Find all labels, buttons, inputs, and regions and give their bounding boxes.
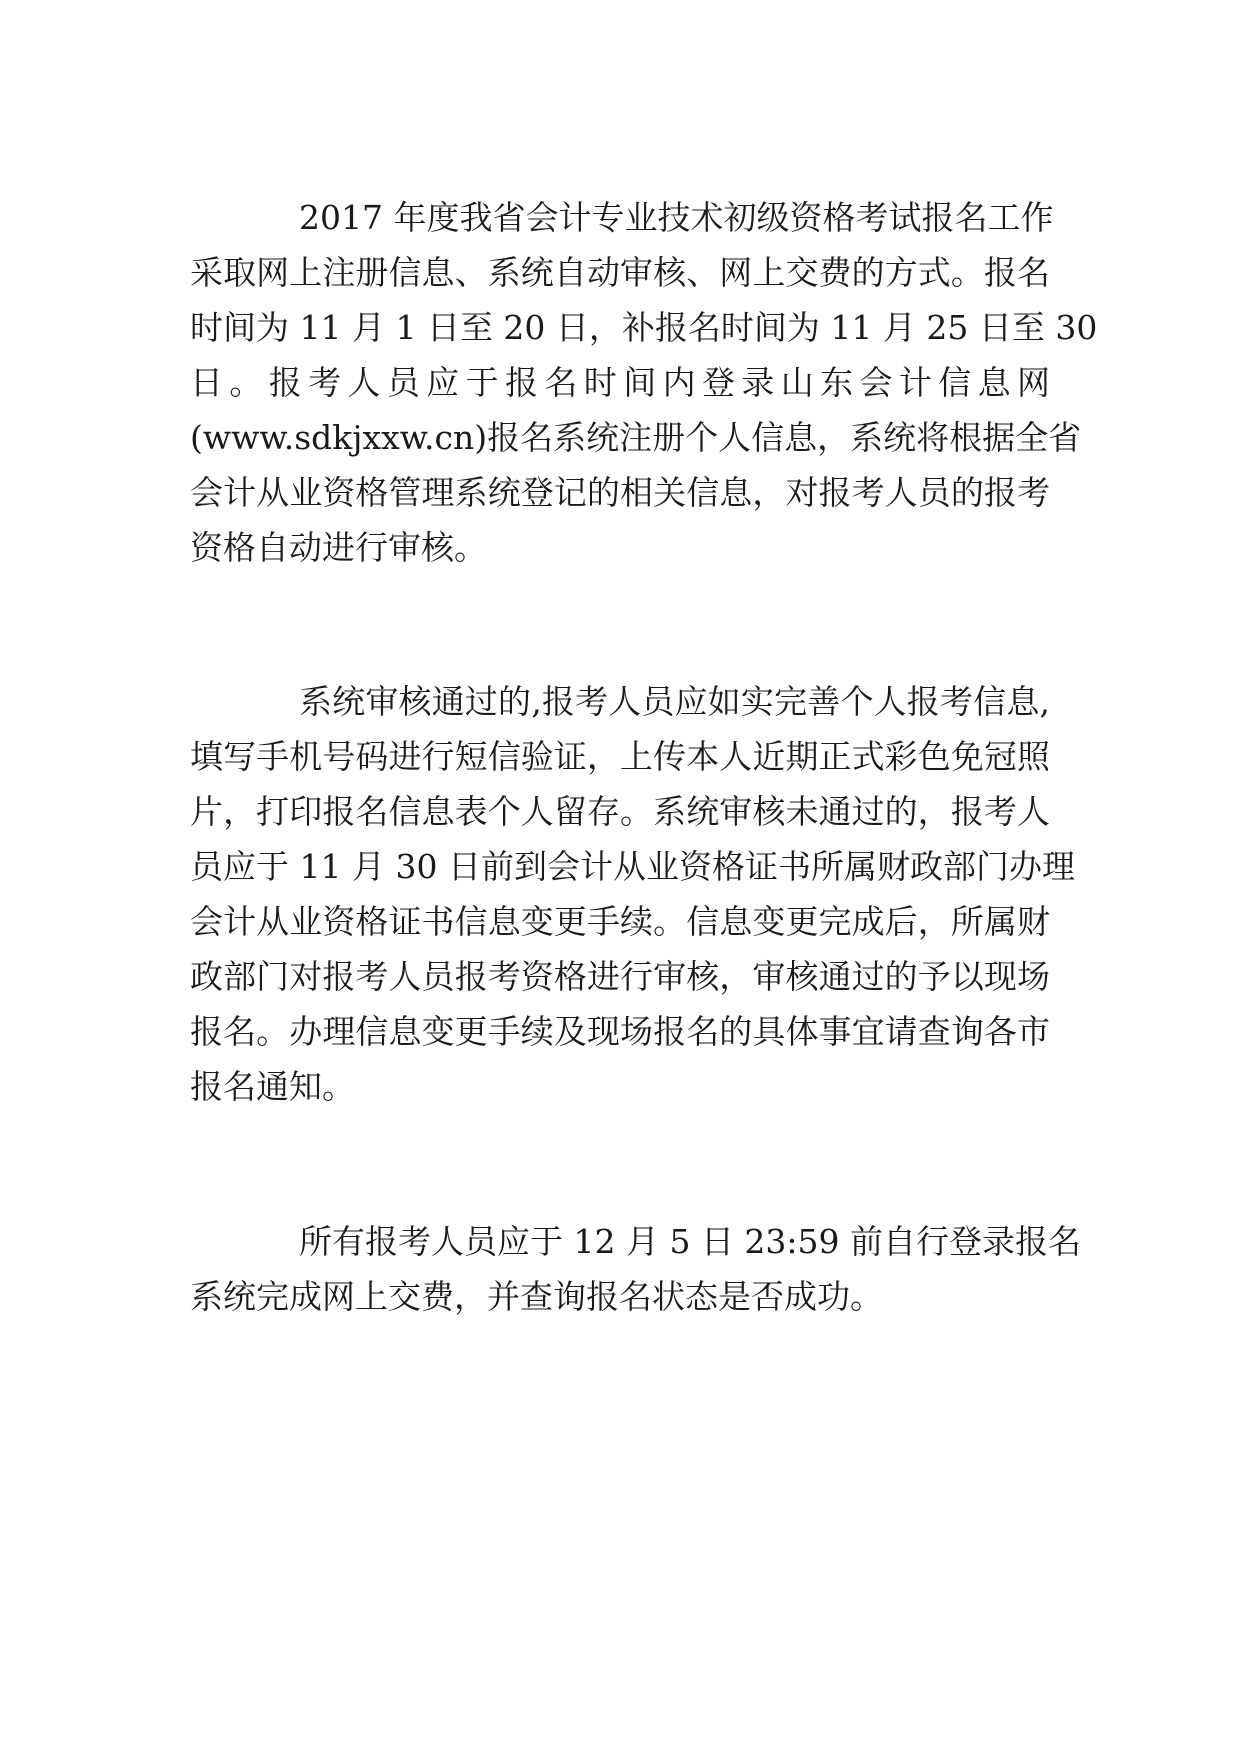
paragraph-line: 时间为 11 月 1 日至 20 日，补报名时间为 11 月 25 日至 30: [190, 308, 1098, 347]
paragraph-line: 会计从业资格管理系统登记的相关信息，对报考人员的报考: [190, 473, 1050, 512]
paragraph-line: 填写手机号码进行短信验证，上传本人近期正式彩色免冠照: [190, 737, 1050, 776]
paragraph-line: 2017 年度我省会计专业技术初级资格考试报名工作: [299, 198, 1054, 237]
paragraph-line: 报名通知。: [190, 1067, 355, 1106]
paragraph-line: (www.sdkjxxw.cn)报名系统注册个人信息，系统将根据全省: [190, 418, 1082, 457]
paragraph-line: 片，打印报名信息表个人留存。系统审核未通过的，报考人: [190, 792, 1050, 831]
paragraph-line: 员应于 11 月 30 日前到会计从业资格证书所属财政部门办理: [190, 847, 1075, 886]
paragraph-line: 报名。办理信息变更手续及现场报名的具体事宜请查询各市: [190, 1012, 1050, 1051]
paragraph-line: 所有报考人员应于 12 月 5 日 23:59 前自行登录报名: [299, 1222, 1082, 1261]
paragraph-line: 系统审核通过的,报考人员应如实完善个人报考信息,: [299, 682, 1050, 721]
paragraph-line: 资格自动进行审核。: [190, 528, 487, 567]
paragraph-line: 政部门对报考人员报考资格进行审核，审核通过的予以现场: [190, 957, 1050, 996]
paragraph-line: 系统完成网上交费，并查询报名状态是否成功。: [190, 1277, 883, 1316]
paragraph-line: 采取网上注册信息、系统自动审核、网上交费的方式。报名: [190, 253, 1050, 292]
paragraph-line: 会计从业资格证书信息变更手续。信息变更完成后，所属财: [190, 902, 1050, 941]
paragraph-line: 日。报考人员应于报名时间内登录山东会计信息网: [190, 363, 1050, 402]
